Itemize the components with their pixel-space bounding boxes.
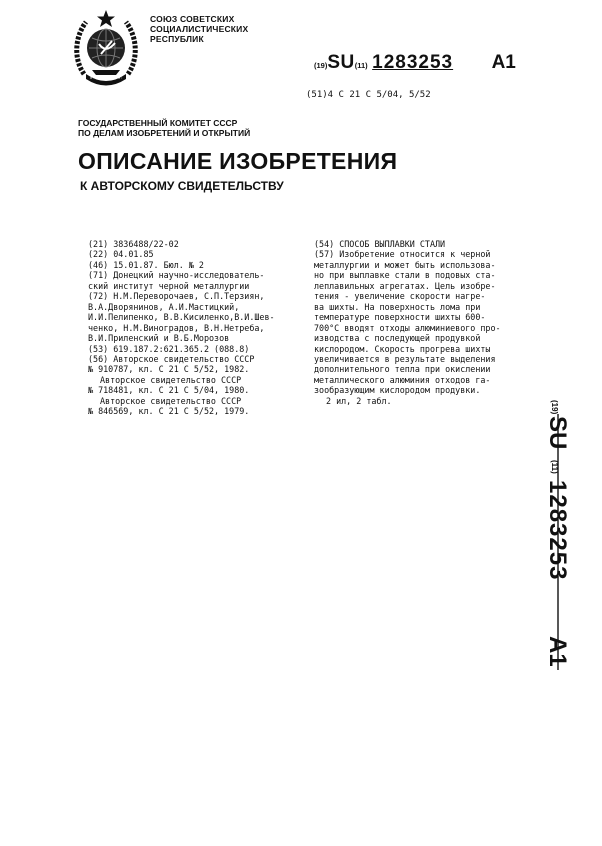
biblio-line: № 718481, кл. С 21 С 5/04, 1980. <box>88 385 250 396</box>
state-name-line: РЕСПУБЛИК <box>150 34 204 44</box>
biblio-line: № 910787, кл. С 21 С 5/52, 1982. <box>88 364 250 375</box>
committee-line: ПО ДЕЛАМ ИЗОБРЕТЕНИЙ И ОТКРЫТИЙ <box>78 128 251 138</box>
abstract-line: но при выплавке стали в подовых ста- <box>314 270 496 281</box>
document-kind: A1 <box>491 52 516 73</box>
abstract <box>314 239 536 406</box>
abstract-line: зообразующим кислородом продувки. <box>314 385 481 396</box>
country-code: SU <box>327 52 355 73</box>
document-title: ОПИСАНИЕ ИЗОБРЕТЕНИЯ <box>78 148 398 174</box>
biblio-line: Авторское свидетельство СССР <box>100 395 242 406</box>
committee-name <box>78 118 250 138</box>
abstract-line: кислородом. Скорость прогрева шихты <box>314 343 491 354</box>
abstract-line: металлургии и может быть использова- <box>314 259 496 270</box>
state-name-line: СОЦИАЛИСТИЧЕСКИХ <box>150 24 249 34</box>
ussr-emblem-icon <box>72 8 140 88</box>
abstract-line: тения - увеличение скорости нагре- <box>314 291 486 302</box>
abstract-line: ва шихты. На поверхность лома при <box>314 301 481 312</box>
abstract-line: дополнительного тепла при окислении <box>314 364 491 375</box>
abstract-line: температуре поверхности шихты 600- <box>314 312 486 323</box>
abstract-line: 700°С вводят отходы алюминиевого про- <box>314 322 501 333</box>
abstract-line: леплавильных агрегатах. Цель изобре- <box>314 280 496 291</box>
abstract-line: изводства с последующей продувкой <box>314 333 481 344</box>
side-country-code: SU <box>544 416 571 450</box>
biblio-line: И.И.Пелипенко, В.В.Кисиленко,В.И.Шев- <box>88 312 275 323</box>
code-11: (11) <box>354 61 368 70</box>
biblio-line: (22) 04.01.85 <box>88 249 154 260</box>
patent-number: 1283253 <box>372 52 454 73</box>
document-subtitle: К АВТОРСКОМУ СВИДЕТЕЛЬСТВУ <box>80 179 284 193</box>
side-patent-number-text: 1283253 <box>544 480 571 581</box>
side-document-kind: A1 <box>544 636 571 667</box>
biblio-line: В.И.Приленский и В.Б.Морозов <box>88 333 230 344</box>
side-patent-number <box>536 400 586 670</box>
biblio-line: ский институт черной металлургии <box>88 280 250 291</box>
abstract-line: увеличивается в результате выделения <box>314 353 496 364</box>
biblio-line: (53) 619.187.2:621.365.2 (088.8) <box>88 343 250 354</box>
side-code-11: (11) <box>550 460 559 474</box>
biblio-line: (46) 15.01.87. Бюл. № 2 <box>88 259 204 270</box>
state-name <box>150 14 248 44</box>
code-19: (19) <box>314 61 328 70</box>
abstract-line: (54) СПОСОБ ВЫПЛАВКИ СТАЛИ <box>314 239 446 249</box>
committee-line: ГОСУДАРСТВЕННЫЙ КОМИТЕТ СССР <box>78 118 238 128</box>
side-code-19: (19) <box>550 400 559 415</box>
biblio-line: № 846569, кл. С 21 С 5/52, 1979. <box>88 406 250 417</box>
state-name-line: СОЮЗ СОВЕТСКИХ <box>150 14 235 24</box>
biblio-line: ченко, Н.М.Виноградов, В.Н.Нетреба, <box>88 322 265 333</box>
ipc-classification: (51)4 С 21 С 5/04, 5/52 <box>306 90 431 100</box>
biblio-line: В.А.Дворянинов, А.И.Мастицкий, <box>88 301 240 312</box>
biblio-line: (21) 3836488/22-02 <box>88 239 179 249</box>
biblio-line: (56) Авторское свидетельство СССР <box>88 353 255 364</box>
abstract-line: (57) Изобретение относится к черной <box>314 249 491 260</box>
bibliographic-data <box>88 239 304 417</box>
abstract-line: 2 ил, 2 табл. <box>326 395 392 406</box>
biblio-line: (71) Донецкий научно-исследователь- <box>88 270 265 281</box>
biblio-line: (72) Н.М.Переворочаев, С.П.Терзиян, <box>88 291 265 302</box>
patent-number-row <box>314 52 516 76</box>
biblio-line: Авторское свидетельство СССР <box>100 374 242 385</box>
abstract-line: металлического алюминия отходов га- <box>314 374 491 385</box>
